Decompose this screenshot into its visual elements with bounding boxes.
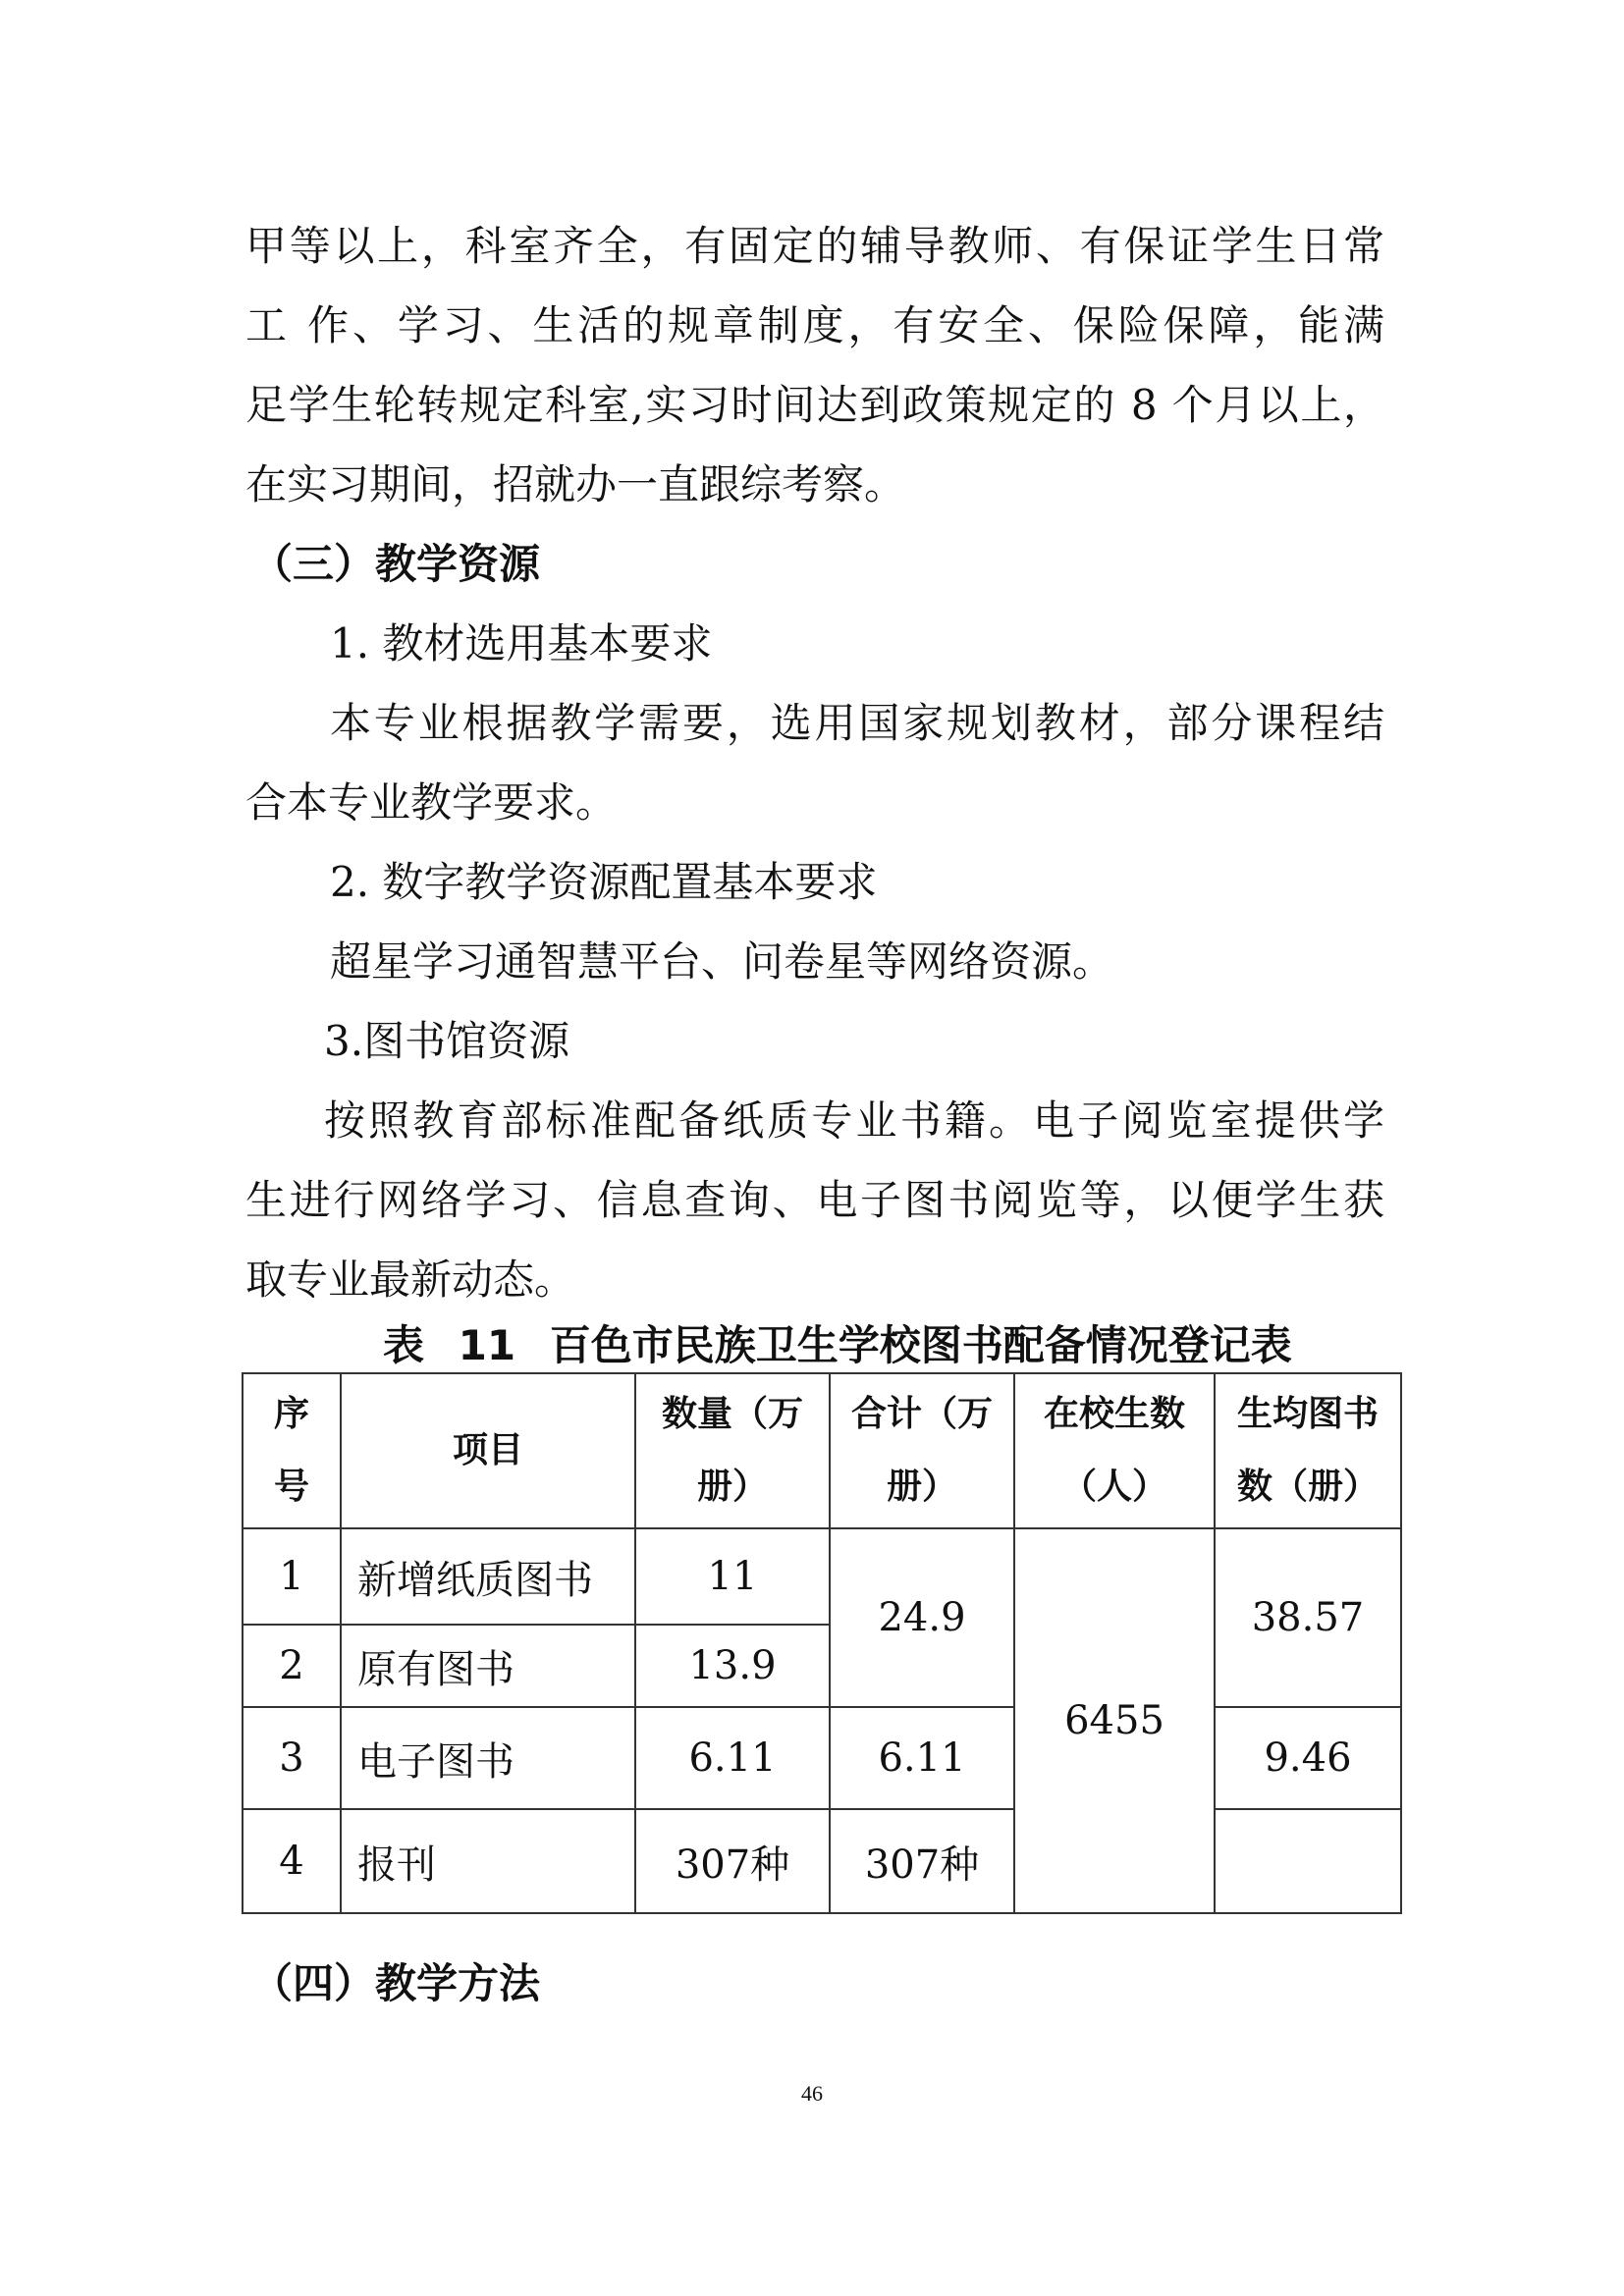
header-quantity: 数量（万册） <box>635 1373 830 1528</box>
paragraph-line: 甲等以上，科室齐全，有固定的辅导教师、有保证学生日常 <box>245 222 1384 270</box>
header-seq: 序号 <box>243 1373 341 1528</box>
table-row <box>243 1528 1401 1625</box>
cell-item: 电子图书 <box>341 1707 635 1809</box>
item-title-digital-resources: 2. 数字教学资源配置基本要求 <box>330 858 878 906</box>
cell-item: 原有图书 <box>341 1625 635 1707</box>
cell-quantity: 11 <box>635 1528 830 1625</box>
cell-total-paper: 24.9 <box>830 1528 1014 1707</box>
cell-total-ebook: 6.11 <box>830 1707 1014 1809</box>
header-item: 项目 <box>341 1373 635 1528</box>
paragraph-line: 合本专业教学要求。 <box>245 778 618 827</box>
paragraph-line: 取专业最新动态。 <box>245 1255 576 1304</box>
table-row <box>243 1707 1401 1809</box>
item-title-library-resources: 3.图书馆资源 <box>324 1017 570 1065</box>
table-caption: 表 11 百色市民族卫生学校图书配备情况登记表 <box>383 1321 1292 1369</box>
cell-seq: 4 <box>243 1809 341 1913</box>
item-title-textbook-selection: 1. 教材选用基本要求 <box>330 619 713 667</box>
cell-item: 报刊 <box>341 1809 635 1913</box>
cell-quantity: 307种 <box>635 1809 830 1913</box>
header-per-student: 生均图书数（册） <box>1215 1373 1401 1528</box>
cell-total-periodical: 307种 <box>830 1809 1014 1913</box>
cell-students: 6455 <box>1014 1528 1215 1913</box>
cell-item: 新增纸质图书 <box>341 1528 635 1625</box>
section-heading-teaching-resources: （三）教学资源 <box>251 540 541 588</box>
cell-per-student-ebook: 9.46 <box>1215 1707 1401 1809</box>
cell-quantity: 6.11 <box>635 1707 830 1809</box>
cell-quantity: 13.9 <box>635 1625 830 1707</box>
paragraph-line: 按照教育部标准配备纸质专业书籍。电子阅览室提供学 <box>324 1096 1384 1145</box>
page-number: 46 <box>801 2081 823 2106</box>
paragraph-line: 本专业根据教学需要，选用国家规划教材，部分课程结 <box>330 699 1384 747</box>
cell-per-student-periodical <box>1215 1809 1401 1913</box>
cell-seq: 2 <box>243 1625 341 1707</box>
paragraph-line: 生进行网络学习、信息查询、电子图书阅览等，以便学生获 <box>245 1176 1384 1224</box>
paragraph-line: 在实习期间，招就办一直跟综考察。 <box>245 460 906 508</box>
cell-seq: 3 <box>243 1707 341 1809</box>
table-row <box>243 1809 1401 1913</box>
paragraph-line: 足学生轮转规定科室,实习时间达到政策规定的 8 个月以上， <box>245 381 1384 429</box>
paragraph-line: 工 作、学习、生活的规章制度，有安全、保险保障，能满 <box>245 301 1384 349</box>
section-heading-teaching-methods: （四）教学方法 <box>251 1959 541 2007</box>
paragraph-line: 超星学习通智慧平台、问卷星等网络资源。 <box>330 937 1114 986</box>
cell-per-student-paper: 38.57 <box>1215 1528 1401 1707</box>
header-students: 在校生数（人） <box>1014 1373 1215 1528</box>
cell-seq: 1 <box>243 1528 341 1625</box>
library-books-table <box>242 1372 1402 1914</box>
header-total: 合计（万册） <box>830 1373 1014 1528</box>
